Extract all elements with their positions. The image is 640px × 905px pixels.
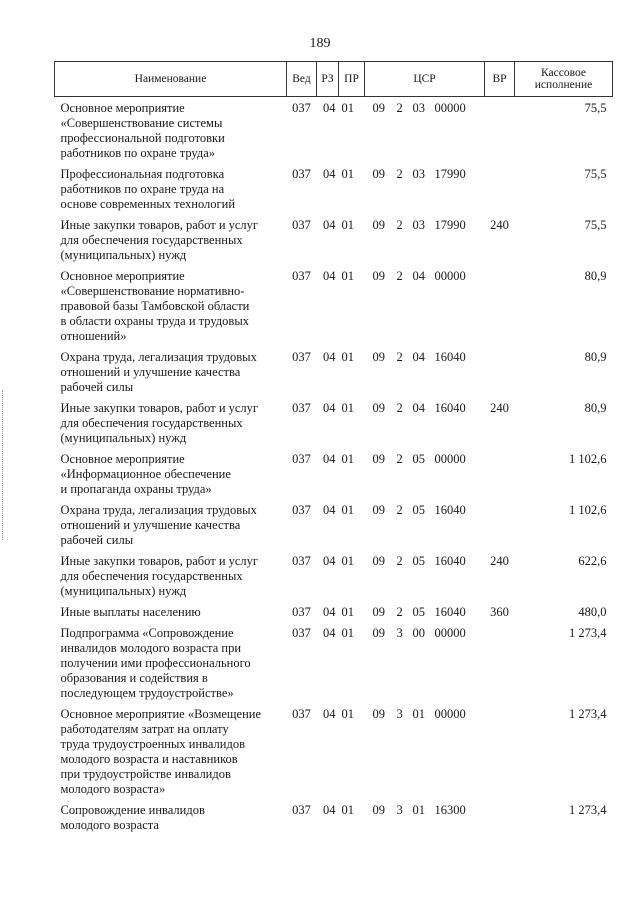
row-csr1: 09 [372, 554, 385, 568]
row-csr3: 05 [412, 452, 425, 466]
row-pr: 01 [341, 626, 354, 640]
row-rz: 04 [323, 401, 336, 415]
table-row [55, 397, 613, 448]
row-name-line: (муниципальных) нужд [60, 248, 187, 262]
row-name [55, 703, 287, 799]
row-name-line: получении ими профессионального [60, 656, 251, 670]
row-csr4: 16040 [434, 503, 466, 517]
row-csr3: 03 [412, 218, 425, 232]
row-csr4: 17990 [434, 218, 466, 232]
row-rz: 04 [323, 626, 336, 640]
row-csr1: 09 [372, 218, 385, 232]
header-ved: Вед [287, 62, 317, 97]
row-pr: 01 [341, 269, 354, 283]
row-csr [365, 346, 485, 397]
row-csr [365, 397, 485, 448]
header-rz: РЗ [317, 62, 339, 97]
row-pr: 01 [341, 503, 354, 517]
row-pr: 01 [341, 452, 354, 466]
row-name-line: «Совершенствование нормативно- [60, 284, 245, 298]
table-row [55, 265, 613, 346]
row-name-line: Иные закупки товаров, работ и услуг [60, 401, 259, 415]
row-name-line: инвалидов молодого возраста при [60, 641, 242, 655]
row-name-line: Профессиональная подготовка [60, 167, 225, 181]
side-margin-mark [2, 390, 9, 540]
row-vr: 360 [490, 605, 509, 619]
header-sum: Кассовое исполнение [515, 62, 613, 97]
row-csr [365, 265, 485, 346]
row-rz: 04 [323, 452, 336, 466]
row-name [55, 448, 287, 499]
row-name-line: для обеспечения государственных [60, 233, 243, 247]
row-csr [365, 799, 485, 835]
row-sum: 80,9 [584, 401, 607, 415]
row-csr4: 00000 [434, 452, 466, 466]
row-ved: 037 [292, 803, 311, 817]
row-csr2: 3 [396, 803, 403, 817]
row-pr: 01 [341, 401, 354, 415]
row-csr3: 00 [412, 626, 425, 640]
row-name-line: молодого возраста [60, 818, 159, 832]
row-csr3: 03 [412, 167, 425, 181]
row-ved: 037 [292, 269, 311, 283]
row-vr [485, 163, 515, 214]
row-name-line: для обеспечения государственных [60, 569, 243, 583]
page-number: 189 [309, 36, 331, 51]
row-csr3: 01 [412, 707, 425, 721]
row-csr4: 17990 [434, 167, 466, 181]
row-rz: 04 [323, 218, 336, 232]
row-csr [365, 550, 485, 601]
row-name-line: Сопровождение инвалидов [60, 803, 205, 817]
header-csr: ЦСР [365, 62, 485, 97]
row-name-line: Основное мероприятие [60, 269, 185, 283]
row-pr: 01 [341, 218, 354, 232]
row-name-line: Охрана труда, легализация трудовых [60, 503, 257, 517]
row-name-line: при трудоустройстве инвалидов [60, 767, 231, 781]
row-csr1: 09 [372, 167, 385, 181]
row-csr3: 03 [412, 101, 425, 115]
row-sum: 80,9 [584, 269, 607, 283]
row-name-line: Подпрограмма «Сопровождение [60, 626, 234, 640]
row-name-line: отношений и улучшение качества [60, 365, 241, 379]
row-csr1: 09 [372, 452, 385, 466]
row-ved: 037 [292, 350, 311, 364]
row-name-line: работников по охране труда» [60, 146, 216, 160]
row-name-line: правовой базы Тамбовской области [60, 299, 250, 313]
table-row [55, 622, 613, 703]
table-row [55, 214, 613, 265]
row-csr2: 2 [396, 101, 403, 115]
row-name-line: Иные закупки товаров, работ и услуг [60, 554, 259, 568]
row-name-line: Основное мероприятие «Возмещение [60, 707, 262, 721]
row-pr: 01 [341, 101, 354, 115]
row-csr2: 2 [396, 503, 403, 517]
table-row [55, 499, 613, 550]
row-pr: 01 [341, 803, 354, 817]
row-name [55, 550, 287, 601]
row-csr1: 09 [372, 803, 385, 817]
row-ved: 037 [292, 707, 311, 721]
row-name [55, 397, 287, 448]
row-ved: 037 [292, 401, 311, 415]
row-rz: 04 [323, 269, 336, 283]
row-name-line: (муниципальных) нужд [60, 431, 187, 445]
row-csr4: 16300 [434, 803, 466, 817]
row-csr2: 2 [396, 218, 403, 232]
table-body [55, 97, 613, 836]
row-sum: 1 102,6 [569, 452, 607, 466]
row-csr3: 05 [412, 605, 425, 619]
row-name [55, 163, 287, 214]
row-vr [485, 499, 515, 550]
row-csr1: 09 [372, 350, 385, 364]
row-pr: 01 [341, 167, 354, 181]
row-name-line: для обеспечения государственных [60, 416, 243, 430]
row-csr3: 04 [412, 401, 425, 415]
row-vr: 240 [490, 218, 509, 232]
row-csr [365, 499, 485, 550]
row-vr [485, 448, 515, 499]
table-row [55, 550, 613, 601]
table-header [55, 62, 613, 97]
row-name-line: образования и содействия в [60, 671, 208, 685]
row-name-line: труда трудоустроенных инвалидов [60, 737, 245, 751]
row-csr2: 2 [396, 452, 403, 466]
row-csr [365, 97, 485, 164]
row-sum: 622,6 [578, 554, 607, 568]
row-ved: 037 [292, 101, 311, 115]
row-csr2: 2 [396, 350, 403, 364]
row-csr1: 09 [372, 707, 385, 721]
row-csr1: 09 [372, 101, 385, 115]
row-csr4: 16040 [434, 605, 466, 619]
table-row [55, 448, 613, 499]
row-csr [365, 703, 485, 799]
row-csr1: 09 [372, 269, 385, 283]
row-csr [365, 601, 485, 622]
row-csr1: 09 [372, 605, 385, 619]
header-vr: ВР [485, 62, 515, 97]
row-sum: 480,0 [578, 605, 607, 619]
row-name [55, 601, 287, 622]
row-csr2: 2 [396, 605, 403, 619]
row-vr: 240 [490, 401, 509, 415]
row-ved: 037 [292, 167, 311, 181]
row-sum: 1 102,6 [569, 503, 607, 517]
row-sum: 1 273,4 [569, 626, 607, 640]
row-vr [485, 622, 515, 703]
row-sum: 75,5 [584, 167, 607, 181]
row-rz: 04 [323, 554, 336, 568]
row-csr4: 00000 [434, 269, 466, 283]
row-sum: 80,9 [584, 350, 607, 364]
row-csr2: 2 [396, 167, 403, 181]
row-name-line: работодателям затрат на оплату [60, 722, 229, 736]
row-rz: 04 [323, 350, 336, 364]
row-name-line: (муниципальных) нужд [60, 584, 187, 598]
row-csr4: 16040 [434, 350, 466, 364]
row-sum: 1 273,4 [569, 707, 607, 721]
row-csr2: 2 [396, 401, 403, 415]
row-csr4: 16040 [434, 554, 466, 568]
row-rz: 04 [323, 167, 336, 181]
row-pr: 01 [341, 554, 354, 568]
row-ved: 037 [292, 554, 311, 568]
row-name-line: Иные закупки товаров, работ и услуг [60, 218, 259, 232]
row-pr: 01 [341, 350, 354, 364]
row-name [55, 799, 287, 835]
row-vr [485, 703, 515, 799]
row-csr2: 3 [396, 626, 403, 640]
row-rz: 04 [323, 707, 336, 721]
row-name-line: Основное мероприятие [60, 452, 185, 466]
row-sum: 75,5 [584, 101, 607, 115]
row-csr4: 00000 [434, 626, 466, 640]
table-row [55, 703, 613, 799]
row-csr3: 01 [412, 803, 425, 817]
row-rz: 04 [323, 503, 336, 517]
header-pr: ПР [339, 62, 365, 97]
row-pr: 01 [341, 605, 354, 619]
row-vr [485, 346, 515, 397]
row-name [55, 265, 287, 346]
row-name [55, 97, 287, 164]
row-name-line: в области охраны труда и трудовых [60, 314, 249, 328]
row-name-line: рабочей силы [60, 380, 134, 394]
row-csr1: 09 [372, 401, 385, 415]
row-name [55, 214, 287, 265]
row-name-line: «Совершенствование системы [60, 116, 223, 130]
row-rz: 04 [323, 605, 336, 619]
table-row [55, 601, 613, 622]
row-sum: 75,5 [584, 218, 607, 232]
row-name-line: отношений» [60, 329, 127, 343]
row-name-line: Основное мероприятие [60, 101, 185, 115]
row-name-line: Охрана труда, легализация трудовых [60, 350, 257, 364]
row-name-line: профессиональной подготовки [60, 131, 225, 145]
row-sum: 1 273,4 [569, 803, 607, 817]
header-name: Наименование [55, 62, 287, 97]
row-vr [485, 265, 515, 346]
row-csr1: 09 [372, 503, 385, 517]
table-row [55, 97, 613, 164]
row-pr: 01 [341, 707, 354, 721]
row-vr [485, 799, 515, 835]
row-rz: 04 [323, 803, 336, 817]
table-row [55, 346, 613, 397]
row-vr: 240 [490, 554, 509, 568]
row-name-line: молодого возраста и наставников [60, 752, 238, 766]
row-csr3: 05 [412, 503, 425, 517]
row-csr4: 16040 [434, 401, 466, 415]
row-csr3: 05 [412, 554, 425, 568]
row-name-line: последующем трудоустройстве» [60, 686, 234, 700]
row-name [55, 499, 287, 550]
row-name-line: «Информационное обеспечение [60, 467, 231, 481]
row-csr3: 04 [412, 350, 425, 364]
budget-table [54, 61, 613, 835]
row-ved: 037 [292, 605, 311, 619]
row-csr [365, 448, 485, 499]
row-ved: 037 [292, 626, 311, 640]
row-csr2: 2 [396, 554, 403, 568]
table-row [55, 799, 613, 835]
row-csr1: 09 [372, 626, 385, 640]
row-name-line: молодого возраста» [60, 782, 166, 796]
row-name [55, 346, 287, 397]
row-name-line: работников по охране труда на [60, 182, 225, 196]
row-vr [485, 97, 515, 164]
row-csr [365, 214, 485, 265]
row-rz: 04 [323, 101, 336, 115]
row-csr2: 3 [396, 707, 403, 721]
row-csr [365, 622, 485, 703]
row-csr4: 00000 [434, 707, 466, 721]
row-csr4: 00000 [434, 101, 466, 115]
row-csr3: 04 [412, 269, 425, 283]
row-name [55, 622, 287, 703]
row-ved: 037 [292, 503, 311, 517]
row-ved: 037 [292, 218, 311, 232]
row-ved: 037 [292, 452, 311, 466]
row-name-line: отношений и улучшение качества [60, 518, 241, 532]
row-csr2: 2 [396, 269, 403, 283]
row-name-line: и пропаганда охраны труда» [60, 482, 212, 496]
row-csr [365, 163, 485, 214]
table-row [55, 163, 613, 214]
row-name-line: рабочей силы [60, 533, 134, 547]
row-name-line: Иные выплаты населению [60, 605, 201, 619]
row-name-line: основе современных технологий [60, 197, 236, 211]
